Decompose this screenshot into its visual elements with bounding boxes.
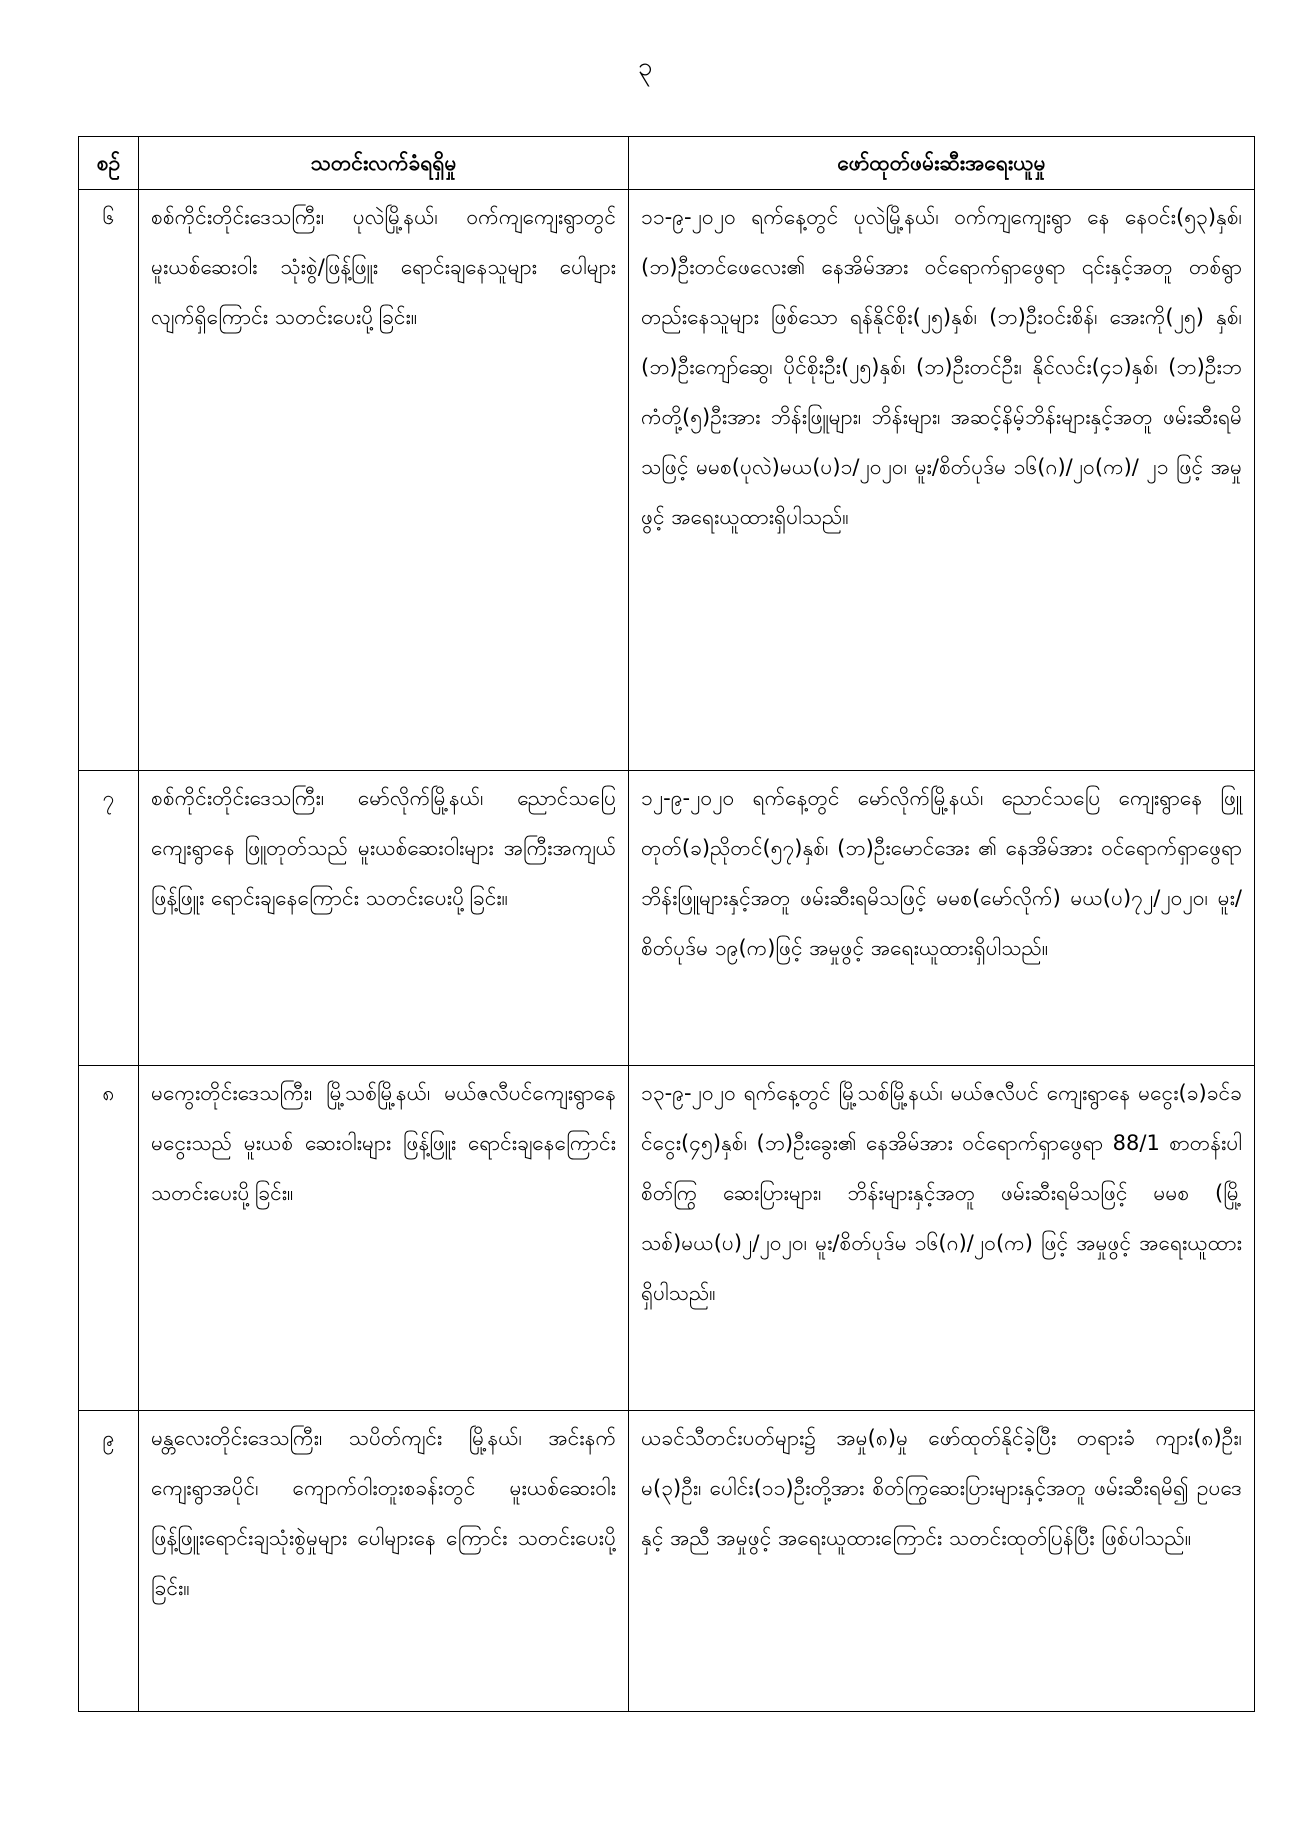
row-serial-no: ၈ — [79, 1066, 139, 1411]
header-action-taken: ဖော်ထုတ်ဖမ်းဆီးအရေးယူမှု — [629, 137, 1255, 190]
row-serial-no: ၉ — [79, 1411, 139, 1712]
row-information-text: မကွေးတိုင်းဒေသကြီး၊ မြို့သစ်မြို့နယ်၊ မယ်ဇလီပင်ကျေးရွာနေ မငွေးသည် မူးယစ် ဆေးဝါးများ ဖြန့်ဖြူး ရောင်းချနေကြောင်း သတင်းပေးပို့ခြင်း။ — [139, 1066, 629, 1411]
table-row — [79, 1411, 1255, 1712]
row-action-text: ၁၁-၉-၂၀၂၀ ရက်နေ့တွင် ပုလဲမြို့နယ်၊ ဝက်ကျကျေးရွာ နေ နေဝင်း(၅၃)နှစ်၊ (ဘ)ဦးတင်ဖေလေး၏ နေအိမ်အား ဝင်ရောက်ရှာဖွေရာ ၎င်းနှင့်အတူ တစ်ရွာတည်းနေသူများ ဖြစ်သော ရန်နိုင်စိုး(၂၅)နှစ်၊ (ဘ)ဦးဝင်းစိန်၊ အေးကို(၂၅) နှစ်၊ (ဘ)ဦးကျော်ဆွေ၊ ပိုင်စိုးဦး(၂၅)နှစ်၊ (ဘ)ဦးတင်ဦး၊ နိုင်လင်း(၄၁)နှစ်၊ (ဘ)ဦးဘကံတို့(၅)ဦးအား ဘိန်းဖြူများ၊ ဘိန်းများ၊ အဆင့်နိမ့်ဘိန်းများနှင့်အတူ ဖမ်းဆီးရမိသဖြင့် မမစ(ပုလဲ)မယ(ပ)၁/၂၀၂၀၊ မူး/စိတ်ပုဒ်မ ၁၆(ဂ)/၂၀(က)/ ၂၁ ဖြင့် အမှုဖွင့် အရေးယူထားရှိပါသည်။ — [629, 190, 1255, 771]
row-action-text: ၁၃-၉-၂၀၂၀ ရက်နေ့တွင် မြို့သစ်မြို့နယ်၊ မယ်ဇလီပင် ကျေးရွာနေ မငွေး(ခ)ခင်ခင်ငွေး(၄၅)နှစ်၊ (ဘ)ဦးခွေး၏ နေအိမ်အား ဝင်ရောက်ရှာဖွေရာ 88/1 စာတန်းပါစိတ်ကြွ ဆေးပြားများ၊ ဘိန်းများနှင့်အတူ ဖမ်းဆီးရမိသဖြင့် မမစ (မြို့သစ်)မယ(ပ)၂/၂၀၂၀၊ မူး/စိတ်ပုဒ်မ ၁၆(ဂ)/၂၀(က) ဖြင့် အမှုဖွင့် အရေးယူထားရှိပါသည်။ — [629, 1066, 1255, 1411]
report-table — [78, 136, 1255, 1712]
row-information-text: စစ်ကိုင်းတိုင်းဒေသကြီး၊ မော်လိုက်မြို့နယ်၊ ညောင်သပြေကျေးရွာနေ ဖြူတုတ်သည် မူးယစ်ဆေးဝါးများ အကြီးအကျယ်ဖြန့်ဖြူး ရောင်းချနေကြောင်း သတင်းပေးပို့ခြင်း။ — [139, 771, 629, 1066]
row-action-text: ယခင်သီတင်းပတ်များ၌ အမှု(၈)မှု ဖော်ထုတ်နိုင်ခဲ့ပြီး တရားခံ ကျား(၈)ဦး၊ မ(၃)ဦး၊ ပေါင်း(၁၁)ဦးတို့အား စိတ်ကြွဆေးပြားများနှင့်အတူ ဖမ်းဆီးရမိ၍ ဥပဒေနှင့် အညီ အမှုဖွင့် အရေးယူထားကြောင်း သတင်းထုတ်ပြန်ပြီး ဖြစ်ပါသည်။ — [629, 1411, 1255, 1712]
table-row — [79, 771, 1255, 1066]
table-row — [79, 1066, 1255, 1411]
table-header-row — [79, 137, 1255, 190]
table-row — [79, 190, 1255, 771]
row-information-text: စစ်ကိုင်းတိုင်းဒေသကြီး၊ ပုလဲမြို့နယ်၊ ဝက်ကျကျေးရွာတွင် မူးယစ်ဆေးဝါး သုံးစွဲ/ဖြန့်ဖြူး ရောင်းချနေသူများ ပေါများ လျက်ရှိကြောင်း သတင်းပေးပို့ခြင်း။ — [139, 190, 629, 771]
row-action-text: ၁၂-၉-၂၀၂၀ ရက်နေ့တွင် မော်လိုက်မြို့နယ်၊ ညောင်သပြေ ကျေးရွာနေ ဖြူတုတ်(ခ)ညိုတင်(၅၇)နှစ်၊ (ဘ)ဦးမောင်အေး ၏ နေအိမ်အား ဝင်ရောက်ရှာဖွေရာ ဘိန်းဖြူများနှင့်အတူ ဖမ်းဆီးရမိသဖြင့် မမစ(မော်လိုက်) မယ(ပ)၇၂/၂၀၂၀၊ မူး/စိတ်ပုဒ်မ ၁၉(က)ဖြင့် အမှုဖွင့် အရေးယူထားရှိပါသည်။ — [629, 771, 1255, 1066]
row-serial-no: ၆ — [79, 190, 139, 771]
row-information-text: မန္တလေးတိုင်းဒေသကြီး၊ သပိတ်ကျင်း မြို့နယ်၊ အင်းနက်ကျေးရွာအပိုင်၊ ကျောက်ဝါးတူးစခန်းတွင် မူးယစ်ဆေးဝါး ဖြန့်ဖြူးရောင်းချသုံးစွဲမှုများ ပေါများနေ ကြောင်း သတင်းပေးပို့ခြင်း။ — [139, 1411, 629, 1712]
row-serial-no: ၇ — [79, 771, 139, 1066]
page-number: ၃ — [637, 52, 653, 82]
header-information-received: သတင်းလက်ခံရရှိမှု — [139, 137, 629, 190]
header-serial-no: စဉ် — [79, 137, 139, 190]
